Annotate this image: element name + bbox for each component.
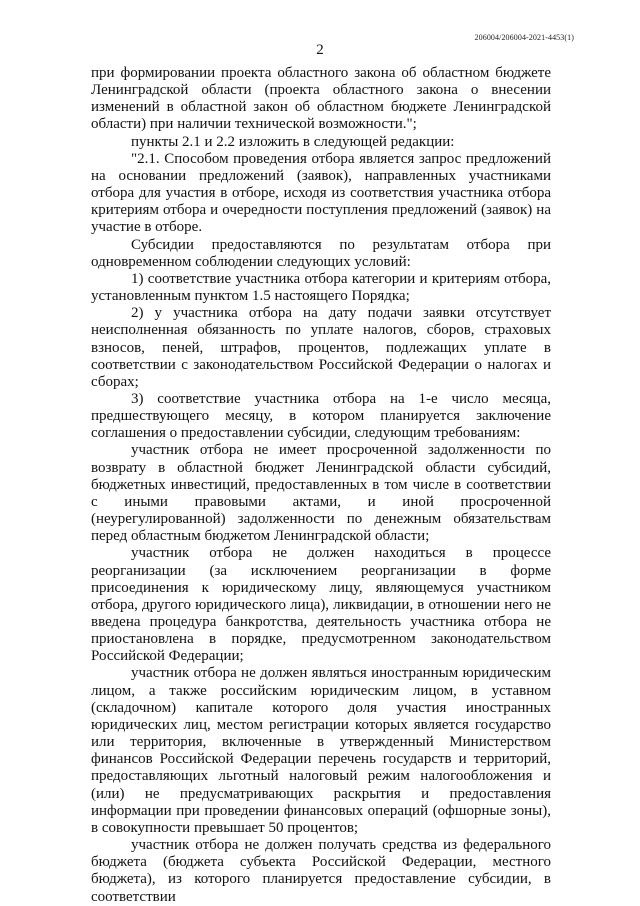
paragraph: при формировании проекта областного закона об областном бюджете Ленинградской области (проекта областного закона о внесении изменений в областной закон об областном бюджете Ленинградской области) при наличии технической возможности."; — [91, 65, 551, 133]
paragraph: участник отбора не должен являться иностранным юридическим лицом, а также российским юридическим лицом, в уставном (складочном) капитале которого доля участия иностранных юридических лиц, местом регистрации которых является государство или территория, включенные в утвержденный Министерством финансов Российской Федерации перечень государств и территорий, предоставляющих льготный налоговый режим налогообложения и (или) не предусматривающих раскрытия и предоставления информации при проведении финансовых операций (офшорные зоны), в совокупности превышает 50 процентов; — [91, 665, 551, 836]
paragraph: пункты 2.1 и 2.2 изложить в следующей редакции: — [131, 133, 455, 150]
paragraph: 3) соответствие участника отбора на 1-е число месяца, предшествующего месяцу, в котором планируется заключение соглашения о предоставлении субсидии, следующим требованиям: — [91, 390, 551, 442]
paragraph: 1) соответствие участника отбора категории и критериям отбора, установленным пунктом 1.5 настоящего Порядка; — [91, 270, 551, 305]
page-number: 2 — [316, 42, 324, 58]
paragraph: участник отбора не должен получать средства из федерального бюджета (бюджета субъекта Российской Федерации, местного бюджета), из которого планируется предоставление субсидии, в соответствии — [91, 837, 551, 905]
paragraph: участник отбора не должен находиться в процессе реорганизации (за исключением реорганизации в форме присоединения к юридическому лицу, являющемуся участником отбора, другого юридического лица), ликвидации, в отношении него не введена процедура банкротства, деятельность участника отбора не приостановлена в порядке, предусмотренном законодательством Российской Федерации; — [91, 545, 551, 665]
paragraph: участник отбора не имеет просроченной задолженности по возврату в областной бюджет Ленинградской области субсидий, бюджетных инвестиций, предоставленных в том числе в соответствии с иными правовыми актами, и иной просроченной (неурегулированной) задолженности по денежным обязательствам перед областным бюджетом Ленинградской области; — [91, 442, 551, 545]
document-id: 206004/206004-2021-4453(1) — [474, 33, 574, 42]
paragraph: "2.1. Способом проведения отбора является запрос предложений на основании предложений (заявок), направленных участниками отбора для участия в отборе, исходя из соответствия участника отбора критериям отбора и очередности поступления предложений (заявок) на участие в отборе. — [91, 150, 551, 236]
paragraph: Субсидии предоставляются по результатам отбора при одновременном соблюдении следующих условий: — [91, 236, 551, 270]
document-body — [91, 65, 551, 906]
paragraph: 2) у участника отбора на дату подачи заявки отсутствует неисполненная обязанность по уплате налогов, сборов, страховых взносов, пеней, штрафов, процентов, подлежащих уплате в соответствии с законодательством Российской Федерации о налогах и сборах; — [91, 305, 551, 390]
